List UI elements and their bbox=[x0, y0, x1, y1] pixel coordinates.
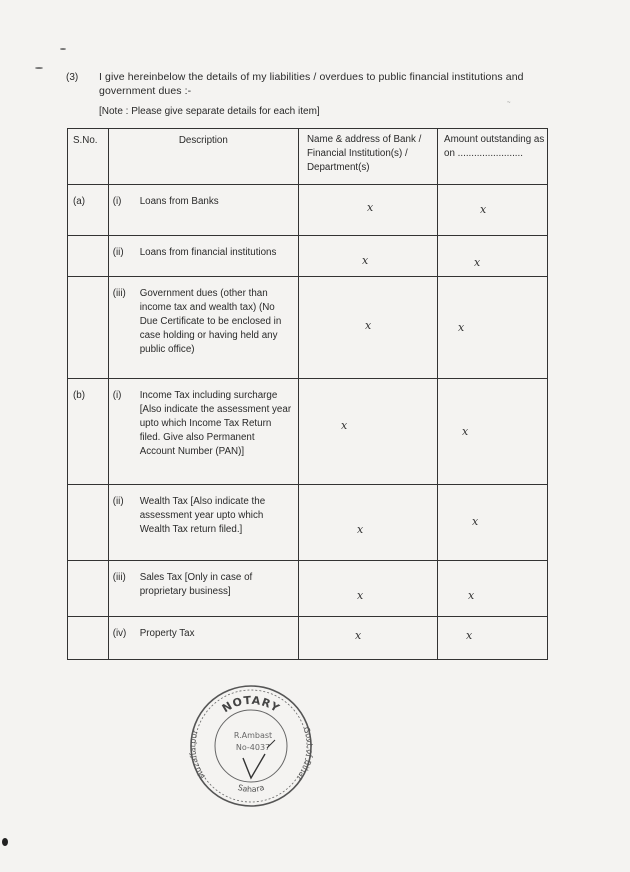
scan-speck bbox=[35, 67, 43, 69]
svg-text:Sahara bbox=[237, 783, 266, 794]
row-sno: (a) bbox=[68, 185, 109, 236]
scan-speck bbox=[2, 838, 8, 846]
cross-mark: x bbox=[468, 589, 475, 602]
row-sno: (b) bbox=[68, 379, 109, 485]
row-bank bbox=[298, 277, 437, 379]
notary-seal bbox=[187, 682, 315, 810]
row-amount bbox=[438, 379, 548, 485]
row-amount bbox=[438, 185, 548, 236]
seal-top-text: NOTARY bbox=[219, 693, 283, 716]
table-row bbox=[68, 185, 548, 236]
cross-mark: x bbox=[354, 629, 362, 642]
row-description bbox=[108, 561, 298, 617]
row-sno bbox=[68, 561, 109, 617]
item-number: (iv) bbox=[112, 628, 127, 639]
row-amount bbox=[438, 236, 548, 277]
cross-mark: x bbox=[361, 254, 369, 267]
row-bank bbox=[298, 617, 437, 660]
item-number: (i) bbox=[112, 196, 122, 207]
signature-mark bbox=[243, 754, 265, 778]
seal-left-text: Muzaffarpur bbox=[188, 728, 208, 781]
seal-reg-no: No-4037 bbox=[235, 743, 271, 752]
item-number: (i) bbox=[112, 390, 122, 401]
row-description bbox=[108, 379, 298, 485]
header-bank: Name & address of Bank / Financial Institution(s) / Department(s) bbox=[298, 129, 437, 185]
table-row bbox=[68, 561, 548, 617]
liabilities-table bbox=[67, 128, 548, 660]
seal-name: R.Ambast bbox=[233, 731, 273, 740]
row-amount bbox=[438, 561, 548, 617]
row-amount bbox=[438, 277, 548, 379]
item-number: (iii) bbox=[112, 288, 126, 299]
row-description bbox=[108, 236, 298, 277]
cross-mark: x bbox=[356, 589, 364, 602]
svg-text:Muzaffarpur bbox=[188, 728, 207, 781]
seal-bottom-text: Sahara bbox=[236, 782, 266, 795]
item-text: Income Tax including surcharge [Also indicate the assessment year upto which Income Tax Return filed. Give also Permanent Account Number (PAN)] bbox=[139, 390, 292, 457]
row-description bbox=[108, 185, 298, 236]
cross-mark: x bbox=[340, 419, 348, 432]
row-description bbox=[108, 617, 298, 660]
table-header-row bbox=[68, 129, 548, 185]
row-sno bbox=[68, 277, 109, 379]
row-bank bbox=[298, 236, 437, 277]
cross-mark: x bbox=[462, 425, 469, 438]
section-intro: I give hereinbelow the details of my liabilities / overdues to public financial institutions and government dues :- bbox=[99, 71, 524, 97]
row-sno bbox=[68, 485, 109, 561]
cross-mark: x bbox=[364, 319, 372, 332]
svg-text:Govt.of Bihar bbox=[294, 726, 314, 783]
table-row bbox=[68, 617, 548, 660]
cross-mark: x bbox=[458, 321, 465, 334]
cross-mark: x bbox=[472, 515, 479, 528]
row-bank bbox=[298, 561, 437, 617]
row-bank bbox=[298, 379, 437, 485]
table-row bbox=[68, 379, 548, 485]
item-text: Property Tax bbox=[139, 628, 195, 639]
section-note: [Note : Please give separate details for each item] bbox=[99, 106, 320, 117]
svg-text:NOTARY bbox=[220, 694, 282, 715]
row-bank bbox=[298, 185, 437, 236]
cross-mark: x bbox=[466, 629, 473, 642]
item-number: (ii) bbox=[112, 496, 124, 507]
corner-scribble: ~ bbox=[507, 100, 511, 106]
row-sno bbox=[68, 617, 109, 660]
row-sno bbox=[68, 236, 109, 277]
cross-mark: x bbox=[356, 523, 364, 536]
cross-mark: x bbox=[474, 256, 481, 269]
cross-mark: x bbox=[480, 203, 487, 216]
row-amount bbox=[438, 617, 548, 660]
row-amount bbox=[438, 485, 548, 561]
header-sno: S.No. bbox=[68, 129, 109, 185]
header-amount: Amount outstanding as on ........................ bbox=[438, 129, 548, 185]
row-description bbox=[108, 277, 298, 379]
item-text: Government dues (other than income tax and wealth tax) (No Due Certificate to be enclosed in case holding or having held any public office) bbox=[139, 288, 282, 355]
header-description: Description bbox=[108, 129, 298, 185]
cross-mark: x bbox=[366, 201, 374, 214]
scan-speck bbox=[60, 48, 66, 50]
item-number: (ii) bbox=[112, 247, 124, 258]
item-text: Wealth Tax [Also indicate the assessment year upto which Wealth Tax return filed.] bbox=[139, 496, 266, 535]
seal-right-text: Govt.of Bihar bbox=[294, 725, 315, 783]
table-row bbox=[68, 277, 548, 379]
item-text: Loans from financial institutions bbox=[139, 247, 277, 258]
table-row bbox=[68, 236, 548, 277]
row-bank bbox=[298, 485, 437, 561]
item-text: Sales Tax [Only in case of proprietary business] bbox=[139, 572, 253, 597]
section-number: (3) bbox=[66, 72, 79, 83]
item-text: Loans from Banks bbox=[139, 196, 219, 207]
table-row bbox=[68, 485, 548, 561]
row-description bbox=[108, 485, 298, 561]
item-number: (iii) bbox=[112, 572, 126, 583]
